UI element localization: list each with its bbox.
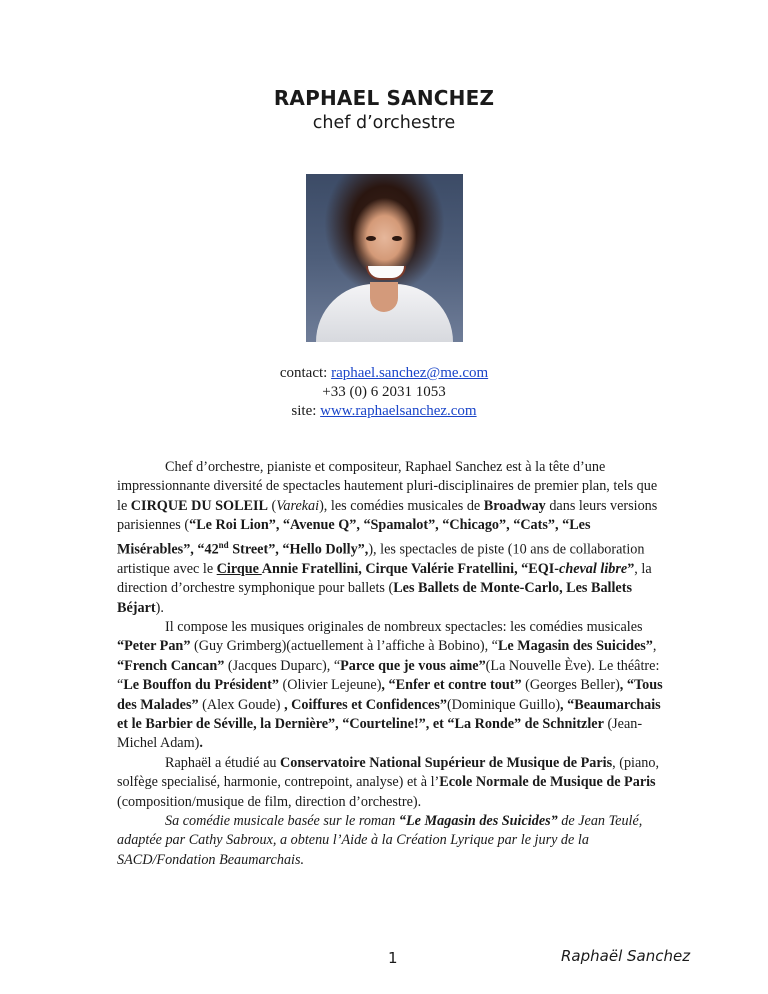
paragraph-2: Il compose les musiques originales de nombreux spectacles: les comédies musicales “Peter Pan” (Guy Grimberg)(actuellement à l’affiche à Bobino), “Le Magasin des Suicides”, “French Cancan” (Jacques Duparc), “Parce que je vous aime”(La Nouvelle Ève). Le théâtre: “Le Bouffon du Président” (Olivier Lejeune), “Enfer et contre tout” (Georges Beller), “Tous des Malades” (Alex Goude) , Coiffures et Confidences”(Dominique Guillo), “Beaumarchais et le Barbier de Séville, la Dernière”, “Courteline!”, et “La Ronde” de Schnitzler (Jean-Michel Adam). (117, 618, 663, 752)
person-role: chef d’orchestre (312, 113, 456, 133)
footer-author: Raphaël Sanchez (561, 947, 691, 965)
email-link[interactable]: raphael.sanchez@me.com (331, 365, 489, 381)
site-link[interactable]: www.raphaelsanchez.com (320, 403, 477, 419)
contact-label: contact: (279, 365, 332, 381)
photo-neck (370, 282, 398, 312)
person-name: RAPHAEL SANCHEZ (273, 86, 495, 110)
paragraph-4: Sa comédie musicale basée sur le roman “Le Magasin des Suicides” de Jean Teulé, adaptée par Cathy Sabroux, a obtenu l’Aide à la Création Lyrique par le jury de la SACD/Fondation Beaumarchais. (117, 813, 643, 868)
contact-email-line (0, 364, 768, 383)
photo-eye-right (392, 236, 402, 241)
paragraph-3: Raphaël a étudié au Conservatoire National Supérieur de Musique de Paris, (piano, solfège specialisé, harmonie, contrepoint, analyse) et à l’Ecole Normale de Musique de Paris (composition/musique de film, direction d’orchestre). (117, 754, 660, 810)
contact-site-line (0, 402, 768, 421)
title-block (0, 86, 768, 135)
paragraph-1: Chef d’orchestre, pianiste et compositeur, Raphael Sanchez est à la tête d’une impressionnante diversité de spectacles hautement pluri-disciplinaires de premier plan, tels que le CIRQUE DU SOLEIL (Varekai), les comédies musicales de Broadway dans leurs versions parisiennes (“Le Roi Lion”, “Avenue Q”, “Spamalot”, “Chicago”, “Cats”, “Les Misérables”, “42nd Street”, “Hello Dolly”,), les spectacles de piste (10 ans de collaboration artistique avec le Cirque Annie Fratellini, Cirque Valérie Fratellini, “EQI-cheval libre”, la direction d’orchestre symphonique pour ballets (Les Ballets de Monte-Carlo, Les Ballets Béjart). (117, 459, 658, 616)
page-number: 1 (388, 949, 398, 967)
contact-block (0, 364, 768, 421)
site-label: site: (291, 403, 321, 419)
photo-smile (366, 266, 406, 280)
contact-phone: +33 (0) 6 2031 1053 (322, 384, 446, 400)
portrait-photo (306, 174, 463, 342)
biography-text (117, 458, 670, 870)
photo-eye-left (366, 236, 376, 241)
